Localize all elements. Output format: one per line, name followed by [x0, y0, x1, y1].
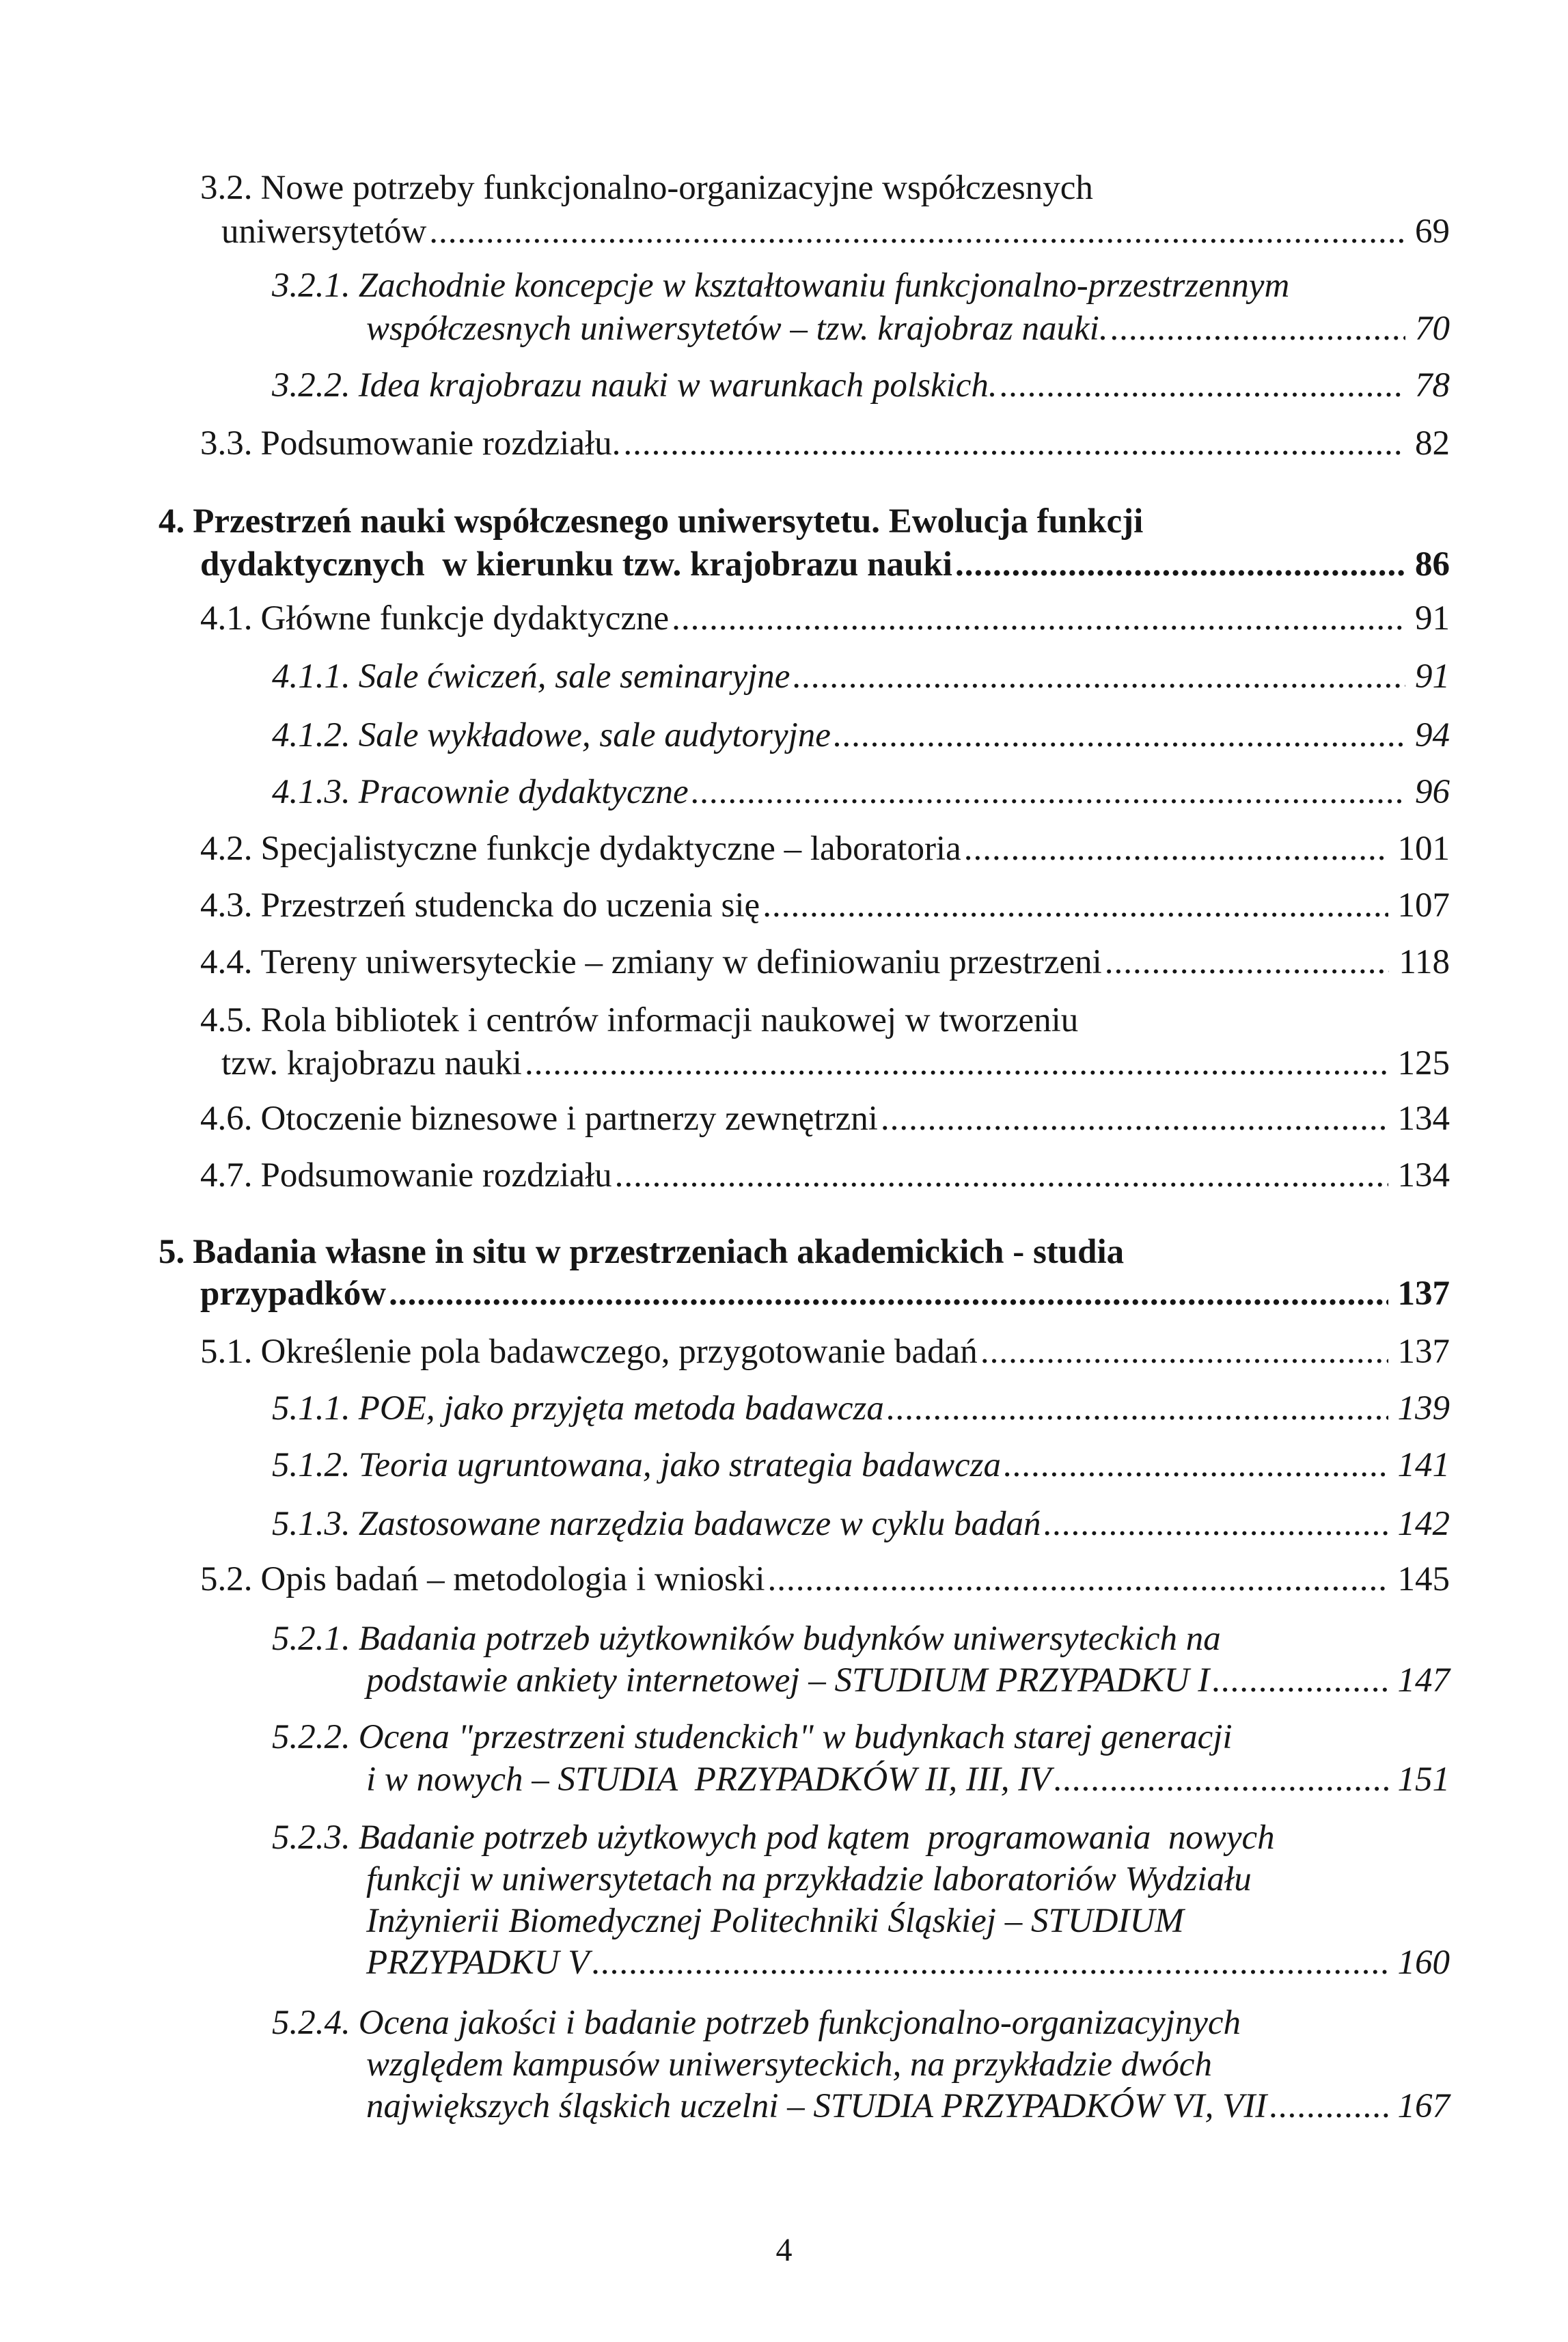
toc-entry-line	[272, 714, 1450, 757]
dot-leader	[1269, 2085, 1388, 2127]
toc-entry-number: 4.3.	[200, 886, 253, 925]
toc-entry-line	[200, 1558, 1450, 1601]
toc-entry-title: i w nowych – STUDIA PRZYPADKÓW II, III, IV	[366, 1760, 1051, 1799]
toc-entry-title: Podsumowanie rozdziału	[260, 1156, 612, 1195]
toc-entry-number: 5.1.3.	[272, 1505, 350, 1543]
toc-entry-title: Zastosowane narzędzia badawcze w cyklu badań	[358, 1505, 1041, 1543]
toc-entry-title: funkcji w uniwersytetach na przykładzie laboratoriów Wydziału	[366, 1860, 1252, 1898]
toc-entry-number: 4.4.	[200, 943, 253, 981]
toc-entry-line	[200, 1098, 1450, 1140]
toc-entry-number: 5.1.	[200, 1333, 253, 1371]
toc-entry-title: tzw. krajobrazu nauki	[221, 1044, 522, 1083]
dot-leader	[881, 1098, 1388, 1140]
toc-entry-page: 167	[1397, 2087, 1450, 2125]
toc-entry-page: 82	[1415, 424, 1450, 463]
toc-entry-line-wrapped	[159, 500, 1143, 543]
toc-entry-title: Tereny uniwersyteckie – zmiany w definiowaniu przestrzeni	[260, 943, 1102, 981]
toc-entry-title: Pracownie dydaktyczne	[358, 773, 689, 811]
dot-leader	[1212, 1659, 1388, 1702]
toc-entry-page: 101	[1397, 830, 1450, 868]
toc-entry-line	[200, 828, 1450, 870]
toc-entry-title: Rola bibliotek i centrów informacji naukowej w tworzeniu	[260, 1001, 1079, 1039]
dot-leader	[1004, 1444, 1388, 1486]
toc-entry-title: podstawie ankiety internetowej – STUDIUM PRZYPADKU I	[366, 1661, 1210, 1700]
toc-entry-title: Specjalistyczne funkcje dydaktyczne – laboratoria	[260, 830, 961, 868]
dot-leader	[525, 1042, 1388, 1085]
toc-entry-page: 139	[1397, 1389, 1450, 1428]
toc-entry-line	[366, 1659, 1450, 1702]
dot-leader	[1105, 941, 1390, 983]
toc-entry-line	[221, 210, 1450, 253]
toc-entry-title: Nowe potrzeby funkcjonalno-organizacyjne współczesnych	[260, 169, 1093, 207]
dot-leader	[672, 597, 1405, 640]
dot-leader	[1000, 364, 1405, 407]
dot-leader	[964, 828, 1388, 870]
toc-entry-line	[200, 1272, 1450, 1315]
toc-entry-line	[200, 1154, 1450, 1197]
toc-entry-page: 134	[1397, 1100, 1450, 1138]
toc-entry-title: Określenie pola badawczego, przygotowanie badań	[260, 1333, 978, 1371]
dot-leader	[1111, 308, 1405, 350]
toc-entry-number: 5.2.4.	[272, 2004, 350, 2042]
page-number: 4	[775, 2232, 793, 2268]
toc-entry-number: 4.1.1.	[272, 657, 350, 696]
toc-entry-title: dydaktycznych w kierunku tzw. krajobrazu nauki	[200, 545, 952, 584]
toc-entry-page: 91	[1415, 657, 1450, 696]
toc-entry-number: 4.1.2.	[272, 716, 350, 754]
toc-entry-number: 5.1.2.	[272, 1446, 350, 1484]
toc-entry-number: 5.2.2.	[272, 1718, 350, 1756]
toc-entry-line-wrapped	[272, 264, 1289, 307]
toc-entry-title: przypadków	[200, 1275, 387, 1313]
toc-entry-line	[272, 1503, 1450, 1545]
toc-entry-line	[272, 364, 1450, 407]
toc-entry-line	[272, 655, 1450, 698]
toc-entry-line-wrapped	[272, 2002, 1241, 2044]
toc-entry-page: 160	[1397, 1944, 1450, 1982]
toc-entry-title: Zachodnie koncepcje w kształtowaniu funkcjonalno-przestrzennym	[358, 267, 1290, 305]
toc-entry-number: 4.6.	[200, 1100, 253, 1138]
toc-entry-page: 118	[1399, 943, 1450, 981]
dot-leader	[592, 1942, 1388, 1984]
toc-entry-line-wrapped	[366, 1858, 1252, 1901]
dot-leader	[793, 655, 1405, 698]
toc-entry-page: 96	[1415, 773, 1450, 811]
toc-entry-page: 141	[1397, 1446, 1450, 1484]
dot-leader	[980, 1331, 1388, 1373]
dot-leader	[955, 543, 1405, 586]
toc-entry-line	[272, 1387, 1450, 1430]
toc-entry-number: 3.2.1.	[272, 267, 350, 305]
toc-entry-number: 3.2.	[200, 169, 253, 207]
toc-entry-line	[221, 1042, 1450, 1085]
toc-entry-title: Badania potrzeb użytkowników budynków uniwersyteckich na	[358, 1620, 1221, 1658]
toc-entry-page: 145	[1397, 1560, 1450, 1598]
toc-entry-title: Teoria ugruntowana, jako strategia badawcza	[358, 1446, 1002, 1484]
toc-entry-title: Podsumowanie rozdziału.	[260, 424, 621, 463]
toc-entry-page: 151	[1397, 1760, 1450, 1799]
toc-entry-title: Ocena "przestrzeni studenckich" w budynkach starej generacji	[358, 1718, 1233, 1756]
toc-entry-title: Idea krajobrazu nauki w warunkach polskich.	[358, 366, 998, 405]
toc-entry-line-wrapped	[366, 2043, 1212, 2086]
toc-entry-title: Ocena jakości i badanie potrzeb funkcjonalno-organizacyjnych	[358, 2004, 1241, 2042]
toc-entry-title: Przestrzeń studencka do uczenia się	[260, 886, 760, 925]
toc-entry-line	[366, 1758, 1450, 1801]
toc-entry-line	[366, 2085, 1450, 2127]
toc-entry-line	[200, 543, 1450, 586]
toc-entry-line-wrapped	[272, 1716, 1233, 1758]
dot-leader	[615, 1154, 1388, 1197]
toc-entry-number: 4.2.	[200, 830, 253, 868]
toc-entry-line	[200, 422, 1450, 465]
toc-entry-line-wrapped	[272, 1816, 1275, 1859]
toc-entry-line-wrapped	[272, 1618, 1221, 1660]
toc-entry-number: 3.2.2.	[272, 366, 350, 405]
toc-entry-page: 78	[1415, 366, 1450, 405]
toc-entry-page: 134	[1397, 1156, 1450, 1195]
toc-entry-number: 5.1.1.	[272, 1389, 350, 1428]
toc-entry-title: Sale ćwiczeń, sale seminaryjne	[358, 657, 790, 696]
toc-entry-page: 137	[1397, 1275, 1450, 1313]
dot-leader	[389, 1272, 1388, 1315]
toc-entry-number: 4.7.	[200, 1156, 253, 1195]
toc-entry-title: POE, jako przyjęta metoda badawcza	[358, 1389, 884, 1428]
toc-entry-title: PRZYPADKU V	[366, 1944, 590, 1982]
toc-entry-title: Sale wykładowe, sale audytoryjne	[358, 716, 831, 754]
toc-entry-title: współczesnych uniwersytetów – tzw. krajobraz nauki.	[366, 310, 1108, 348]
toc-entry-line	[272, 1444, 1450, 1486]
toc-entry-page: 107	[1397, 886, 1450, 925]
toc-entry-page: 91	[1415, 599, 1450, 638]
toc-entry-line	[272, 771, 1450, 813]
dot-leader	[1054, 1758, 1388, 1801]
toc-entry-title: Główne funkcje dydaktyczne	[260, 599, 670, 638]
dot-leader	[768, 1558, 1388, 1601]
toc-entry-line-wrapped	[366, 1900, 1184, 1942]
dot-leader	[887, 1387, 1388, 1430]
toc-entry-title: największych śląskich uczelni – STUDIA PRZYPADKÓW VI, VII	[366, 2087, 1267, 2125]
dot-leader	[429, 210, 1405, 253]
toc-entry-title: Badania własne in situ w przestrzeniach akademickich - studia	[193, 1233, 1125, 1271]
toc-entry-page: 125	[1397, 1044, 1450, 1083]
toc-entry-line-wrapped	[200, 999, 1078, 1041]
toc-entry-page: 147	[1397, 1661, 1450, 1700]
toc-entry-page: 86	[1415, 545, 1450, 584]
toc-entry-page: 69	[1415, 213, 1450, 251]
dot-leader	[1043, 1503, 1388, 1545]
toc-entry-line	[200, 597, 1450, 640]
toc-entry-page: 70	[1415, 310, 1450, 348]
toc-entry-title: Przestrzeń nauki współczesnego uniwersytetu. Ewolucja funkcji	[193, 502, 1144, 541]
toc-entry-line	[200, 941, 1450, 983]
toc-entry-line	[366, 1942, 1450, 1984]
toc-entry-number: 5.2.	[200, 1560, 253, 1598]
toc-entry-number: 5.2.1.	[272, 1620, 350, 1658]
toc-entry-number: 5.2.3.	[272, 1819, 350, 1857]
toc-entry-line	[200, 1331, 1450, 1373]
toc-entry-page: 137	[1397, 1333, 1450, 1371]
toc-entry-line	[200, 884, 1450, 927]
toc-entry-page: 94	[1415, 716, 1450, 754]
toc-entry-title: względem kampusów uniwersyteckich, na przykładzie dwóch	[366, 2045, 1212, 2084]
toc-entry-line-wrapped	[159, 1231, 1124, 1273]
toc-entry-title: Opis badań – metodologia i wnioski	[260, 1560, 765, 1598]
toc-entry-number: 4.1.3.	[272, 773, 350, 811]
toc-entry-number: 4.5.	[200, 1001, 253, 1039]
toc-entry-line-wrapped	[200, 167, 1093, 209]
toc-entry-title: uniwersytetów	[221, 213, 427, 251]
toc-entry-number: 5.	[159, 1233, 185, 1271]
dot-leader	[762, 884, 1388, 927]
toc-entry-title: Inżynierii Biomedycznej Politechniki Śląskiej – STUDIUM	[366, 1902, 1184, 1940]
dot-leader	[834, 714, 1405, 757]
toc-entry-number: 4.	[159, 502, 185, 541]
toc-entry-number: 4.1.	[200, 599, 253, 638]
toc-entry-title: Otoczenie biznesowe i partnerzy zewnętrzni	[260, 1100, 878, 1138]
toc-entry-title: Badanie potrzeb użytkowych pod kątem programowania nowych	[358, 1819, 1275, 1857]
toc-entry-line	[366, 308, 1450, 350]
toc-entry-page: 142	[1397, 1505, 1450, 1543]
dot-leader	[691, 771, 1405, 813]
dot-leader	[623, 422, 1405, 465]
toc-entry-number: 3.3.	[200, 424, 253, 463]
